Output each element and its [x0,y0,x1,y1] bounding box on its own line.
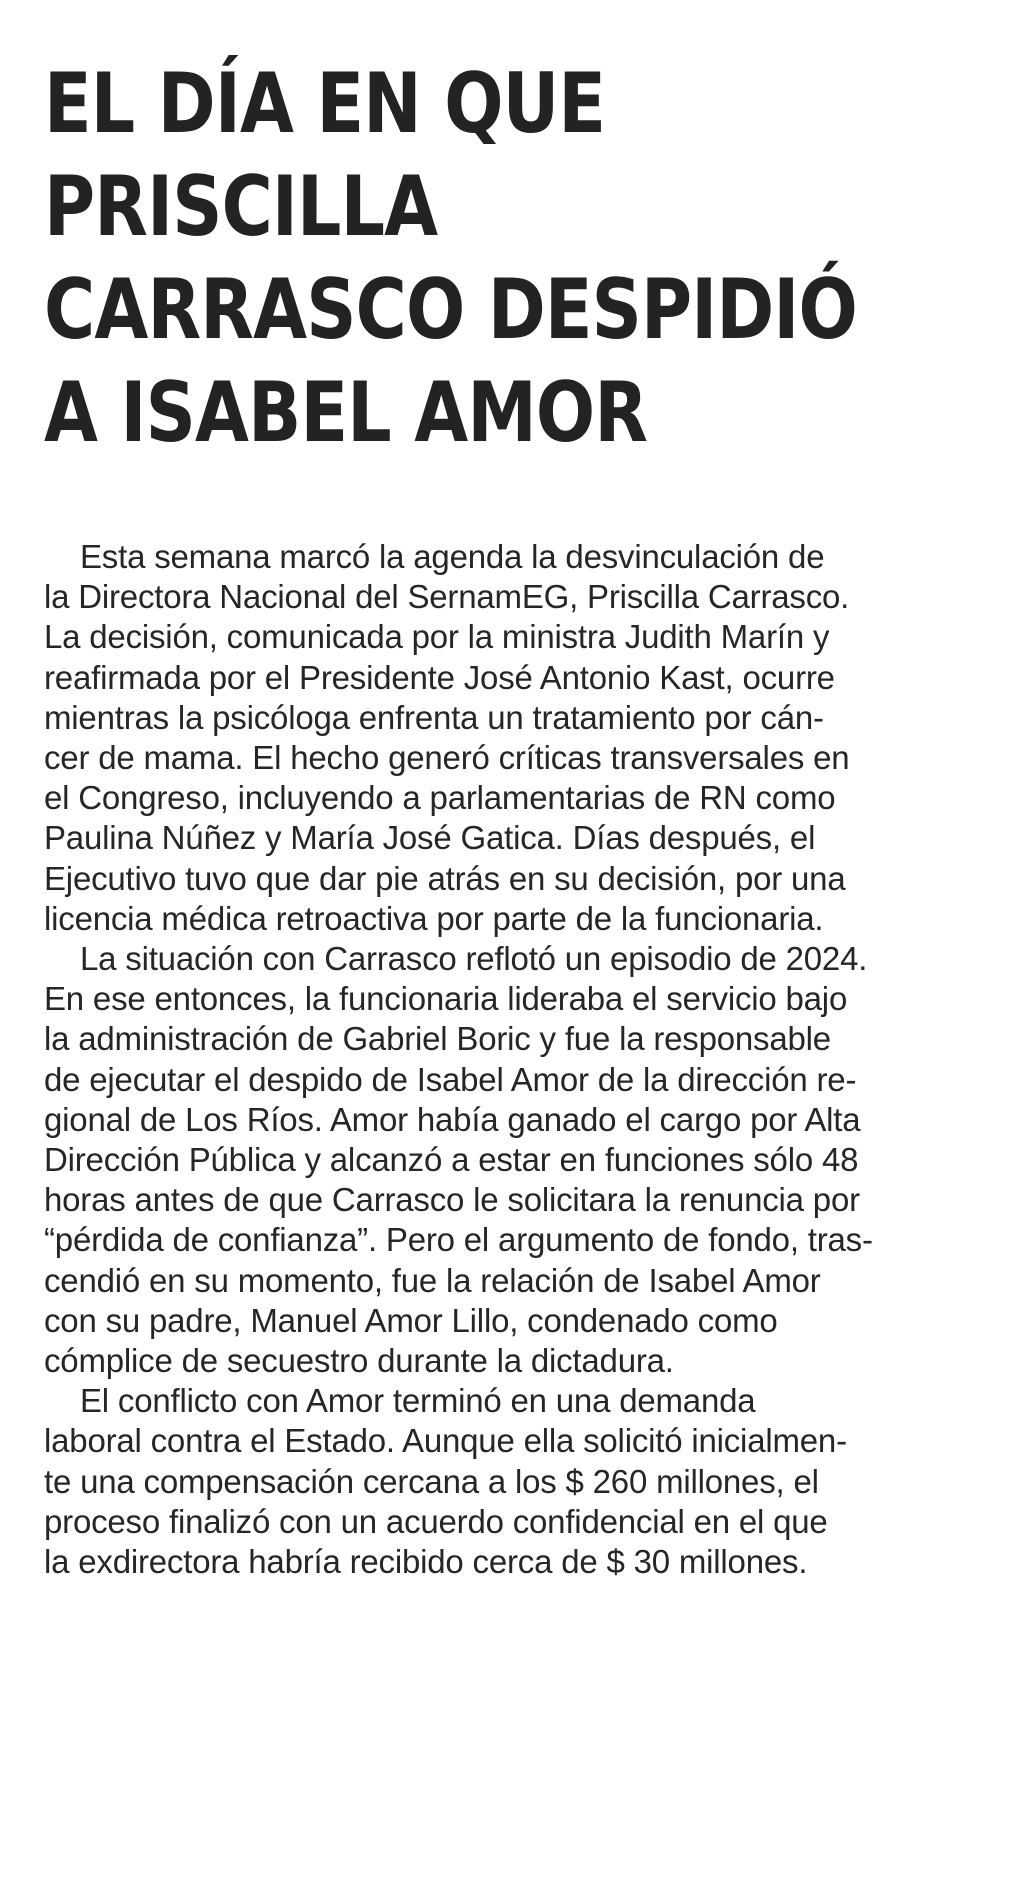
headline-line: CARRASCO DESPIDIÓ [44,261,857,358]
article-headline [44,52,993,464]
headline-line: PRISCILLA [44,158,438,255]
text-line: Paulina Núñez y María José Gatica. Días después, el [44,819,816,857]
text-line: Ejecutivo tuvo que dar pie atrás en su decisión, por una [44,859,846,897]
news-article [44,52,990,1581]
paragraph-2 [44,939,990,1381]
text-line: La decisión, comunicada por la ministra Judith Marín y [44,618,830,656]
text-line: El conflicto con Amor terminó en una demanda [80,1382,756,1420]
text-line: de ejecutar el despido de Isabel Amor de la dirección re- [44,1060,857,1098]
text-line: te una compensación cercana a los $ 260 millones, el [44,1462,819,1500]
text-line: gional de Los Ríos. Amor había ganado el cargo por Alta [44,1100,861,1138]
text-line: la administración de Gabriel Boric y fue la responsable [44,1020,831,1058]
text-line: Esta semana marcó la agenda la desvinculación de [80,538,825,575]
text-line: cómplice de secuestro durante la dictadura. [44,1342,674,1380]
text-line: horas antes de que Carrasco le solicitara la renuncia por [44,1181,860,1219]
text-line: “pérdida de confianza”. Pero el argumento de fondo, tras- [44,1221,873,1259]
text-line: la exdirectora habría recibido cerca de $ 30 millones. [44,1543,808,1581]
text-line: cendió en su momento, fue la relación de Isabel Amor [44,1261,821,1299]
headline-line: A ISABEL AMOR [44,364,648,461]
text-line: laboral contra el Estado. Aunque ella solicitó inicialmen- [44,1422,847,1460]
text-line: reafirmada por el Presidente José Antonio Kast, ocurre [44,658,835,696]
headline-line: EL DÍA EN QUE [44,55,606,152]
text-line: proceso finalizó con un acuerdo confidencial en el que [44,1502,828,1540]
paragraph-1 [44,537,990,939]
text-line: licencia médica retroactiva por parte de la funcionaria. [44,899,824,937]
paragraph-3 [44,1381,990,1582]
article-body [44,537,990,1582]
text-line: con su padre, Manuel Amor Lillo, condenado como [44,1301,778,1339]
text-line: mientras la psicóloga enfrenta un tratamiento por cán- [44,698,824,736]
text-line: el Congreso, incluyendo a parlamentarias de RN como [44,779,836,817]
text-line: La situación con Carrasco reflotó un episodio de 2024. [80,940,868,978]
text-line: cer de mama. El hecho generó críticas transversales en [44,739,850,777]
text-line: la Directora Nacional del SernamEG, Priscilla Carrasco. [44,578,850,616]
text-line: Dirección Pública y alcanzó a estar en funciones sólo 48 [44,1141,859,1179]
text-line: En ese entonces, la funcionaria lideraba el servicio bajo [44,980,848,1018]
